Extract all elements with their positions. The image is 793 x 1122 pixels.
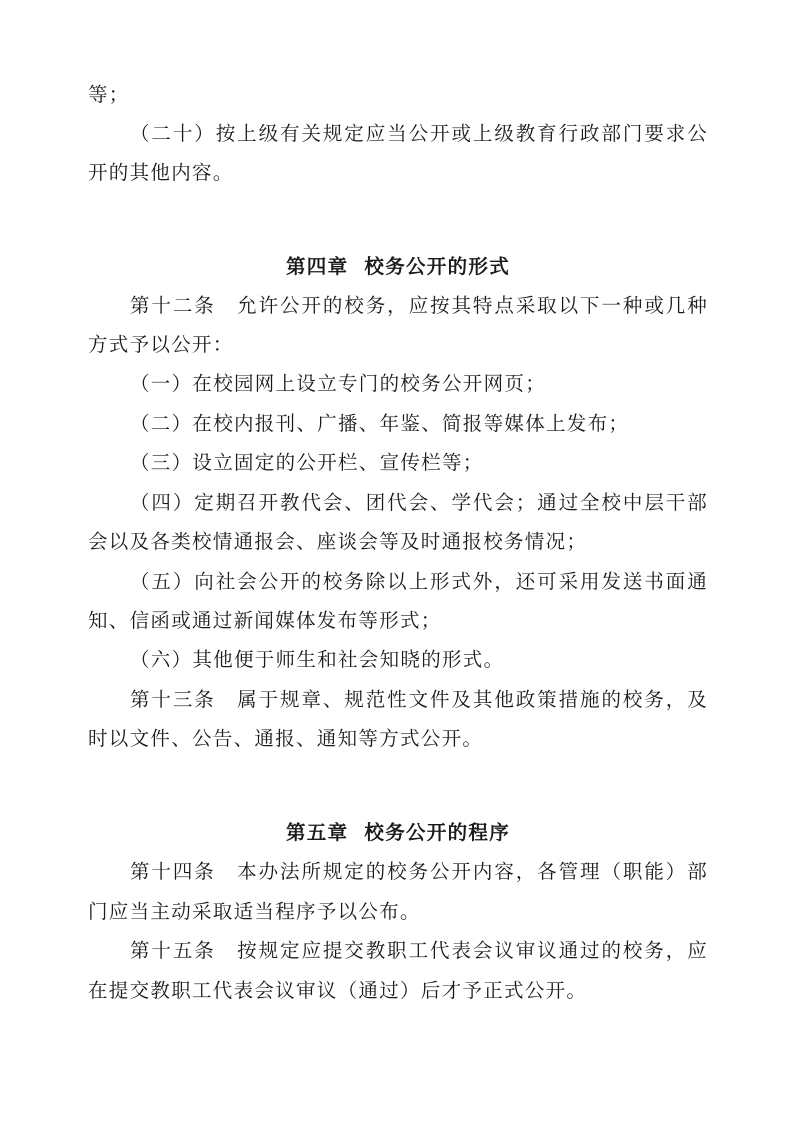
- paragraph-line: 方式予以公开：: [88, 333, 234, 356]
- paragraph-line: 知、信函或通过新闻媒体发布等形式；: [88, 609, 442, 632]
- list-item: （二）在校内报刊、广播、年鉴、简报等媒体上发布；: [130, 412, 630, 435]
- list-item: （一）在校园网上设立专门的校务公开网页；: [130, 372, 547, 395]
- paragraph-line: 在提交教职工代表会议审议（通过）后才予正式公开。: [88, 979, 588, 1002]
- paragraph-line: 等；: [88, 83, 130, 106]
- chapter-heading: [88, 818, 708, 848]
- chapter-title: 校务公开的形式: [364, 255, 510, 278]
- chapter-label: 第四章: [285, 255, 349, 278]
- paragraph-line: 门应当主动采取适当程序予以公布。: [88, 900, 421, 923]
- paragraph-line: 第十四条 本办法所规定的校务公开内容，各管理（职能）部: [130, 860, 708, 883]
- paragraph-line: 开的其他内容。: [88, 161, 234, 184]
- chapter-heading: [88, 252, 708, 282]
- list-item: （六）其他便于师生和社会知晓的形式。: [130, 648, 505, 671]
- list-item: （三）设立固定的公开栏、宣传栏等；: [130, 451, 484, 474]
- paragraph-line: 会以及各类校情通报会、座谈会等及时通报校务情况；: [88, 530, 588, 553]
- chapter-title: 校务公开的程序: [364, 821, 510, 844]
- paragraph-line: 第十二条 允许公开的校务，应按其特点采取以下一种或几种: [130, 294, 708, 317]
- chapter-label: 第五章: [285, 821, 349, 844]
- list-item: （四）定期召开教代会、团代会、学代会；通过全校中层干部: [130, 491, 708, 514]
- paragraph-line: 第十五条 按规定应提交教职工代表会议审议通过的校务，应: [130, 939, 708, 962]
- paragraph-line: 时以文件、公告、通报、通知等方式公开。: [88, 727, 484, 750]
- paragraph-line: 第十三条 属于规章、规范性文件及其他政策措施的校务，及: [130, 688, 708, 711]
- paragraph-line: （二十）按上级有关规定应当公开或上级教育行政部门要求公: [130, 122, 708, 145]
- list-item: （五）向社会公开的校务除以上形式外，还可采用发送书面通: [130, 570, 708, 593]
